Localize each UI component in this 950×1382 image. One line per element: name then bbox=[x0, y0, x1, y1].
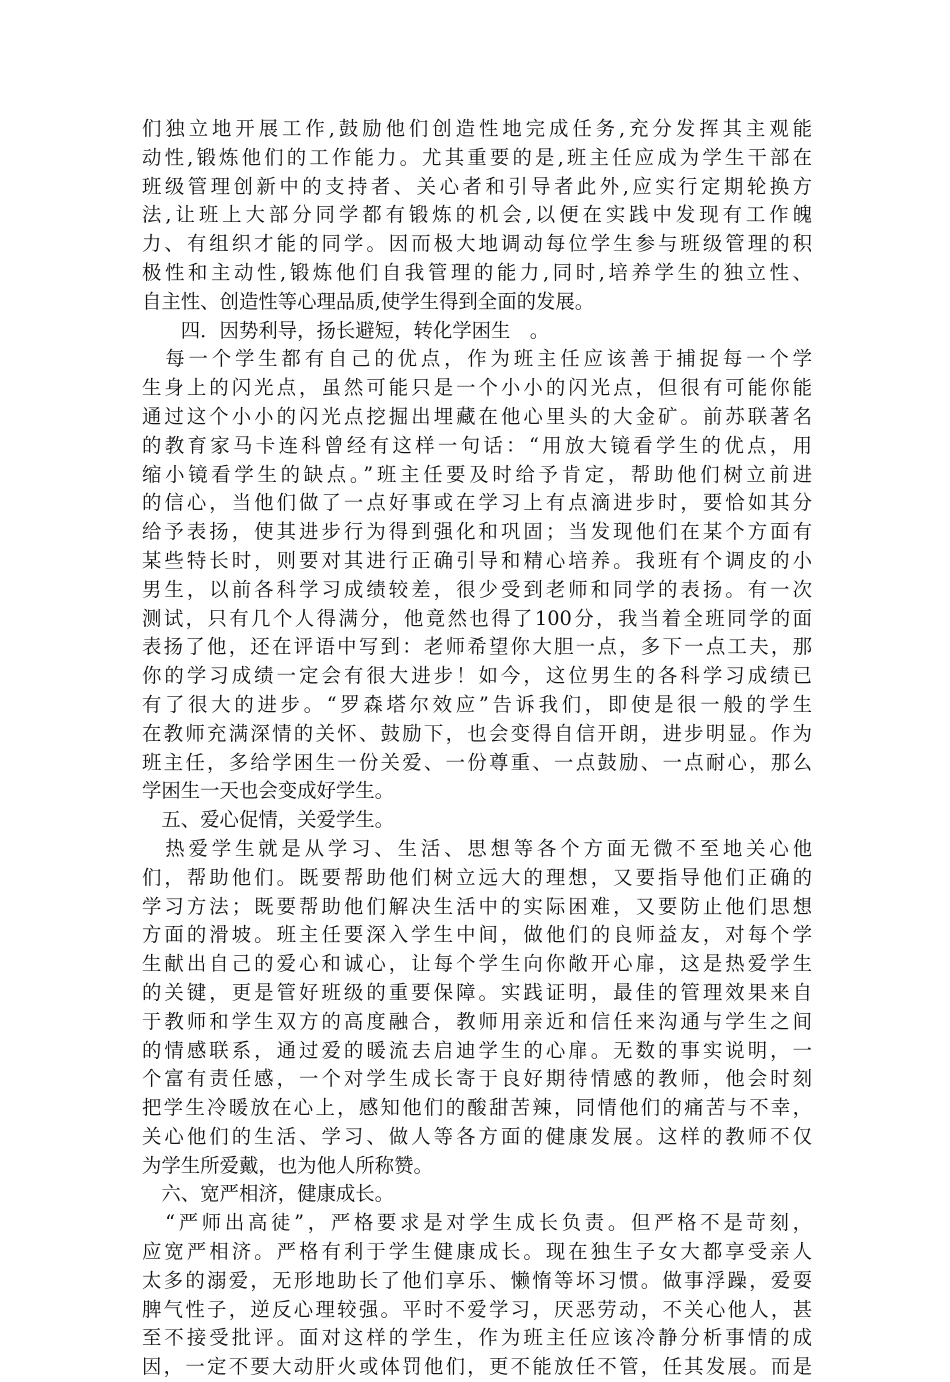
text-line: 表扬了他，还在评语中写到：老师希望你大胆一点，多下一点工夫，那 bbox=[142, 635, 812, 659]
text-line: 通过这个小小的闪光点挖掘出埋藏在他心里头的大金矿。前苏联著名 bbox=[142, 404, 812, 428]
text-line: 男生，以前各科学习成绩较差，很少受到老师和同学的表扬。有一次 bbox=[142, 577, 812, 601]
text-line: 应宽严相济。严格有利于学生健康成长。现在独生子女大都享受亲人 bbox=[142, 1240, 812, 1264]
text-line: 极性和主动性,锻炼他们自我管理的能力,同时,培养学生的独立性、 bbox=[142, 260, 812, 284]
text-line: 法,让班上大部分同学都有锻炼的机会,以便在实践中发现有工作魄 bbox=[142, 203, 812, 227]
text-line: 动性,锻炼他们的工作能力。尤其重要的是,班主任应成为学生干部在 bbox=[142, 145, 812, 169]
text-line: 你的学习成绩一定会有很大进步！如今，这位男生的各科学习成绩已 bbox=[142, 664, 812, 688]
text-line: 的教育家马卡连科曾经有这样一句话：“用放大镜看学生的优点，用 bbox=[142, 433, 812, 457]
section-heading-6: 六、宽严相济，健康成长。 bbox=[142, 1182, 395, 1206]
text-line: 班级管理创新中的支持者、关心者和引导者此外,应实行定期轮换方 bbox=[142, 174, 812, 198]
text-line: 们独立地开展工作,鼓励他们创造性地完成任务,充分发挥其主观能 bbox=[142, 117, 812, 140]
text-line: 自主性、创造性等心理品质,使学生得到全面的发展。 bbox=[142, 289, 595, 313]
text-line: 为学生所爱戴，也为他人所称赞。 bbox=[142, 1153, 433, 1177]
section-6-paragraph bbox=[142, 1209, 812, 1382]
text-line: 因，一定不要大动肝火或体罚他们，更不能放任不管，任其发展。而是 bbox=[142, 1355, 812, 1379]
text-line: 至不接受批评。面对这样的学生，作为班主任应该冷静分析事情的成 bbox=[142, 1326, 812, 1350]
text-line: 测试，只有几个人得满分，他竟然也得了100分，我当着全班同学的面 bbox=[142, 606, 812, 630]
text-line: 在教师充满深情的关怀、鼓励下，也会变得自信开朗，进步明显。作为 bbox=[142, 721, 812, 745]
intro-paragraph bbox=[142, 115, 812, 317]
section-4-paragraph bbox=[142, 345, 812, 806]
text-line: 方面的滑坡。班主任要深入学生中间，做他们的良师益友，对每个学 bbox=[142, 923, 812, 947]
section-5-paragraph bbox=[142, 835, 812, 1181]
text-line: 有了很大的进步。“罗森塔尔效应”告诉我们，即使是很一般的学生 bbox=[142, 692, 812, 716]
text-line: 的信心，当他们做了一点好事或在学习上有点滴进步时，要恰如其分 bbox=[142, 491, 812, 515]
text-line: 的关键，更是管好班级的重要保障。实践证明，最佳的管理效果来自 bbox=[142, 980, 812, 1004]
document-body bbox=[142, 115, 812, 1382]
text-line: 把学生冷暖放在心上，感知他们的酸甜苦辣，同情他们的痛苦与不幸， bbox=[142, 1096, 812, 1120]
text-line: 于教师和学生双方的高度融合，教师用亲近和信任来沟通与学生之间 bbox=[142, 1009, 812, 1033]
text-line: 脾气性子，逆反心理较强。平时不爱学习，厌恶劳动，不关心他人，甚 bbox=[142, 1297, 812, 1321]
text-line: 力、有组织才能的同学。因而极大地调动每位学生参与班级管理的积 bbox=[142, 232, 812, 256]
text-line: “严师出高徒”，严格要求是对学生成长负责。但严格不是苛刻， bbox=[142, 1211, 812, 1235]
text-line: 缩小镜看学生的缺点。”班主任要及时给予肯定，帮助他们树立前进 bbox=[142, 462, 812, 486]
text-line: 们，帮助他们。既要帮助他们树立远大的理想，又要指导他们正确的 bbox=[142, 865, 812, 889]
section-heading-4: 四．因势利导，扬长避短，转化学困生 。 bbox=[142, 318, 550, 342]
text-line: 太多的溺爱，无形地助长了他们享乐、懒惰等坏习惯。做事浮躁，爱耍 bbox=[142, 1268, 812, 1292]
text-line: 班主任，多给学困生一份关爱、一份尊重、一点鼓励、一点耐心，那么 bbox=[142, 750, 812, 774]
text-line: 个富有责任感，一个对学生成长寄于良好期待情感的教师，他会时刻 bbox=[142, 1067, 812, 1091]
text-line: 的情感联系，通过爱的暖流去启迪学生的心扉。无数的事实说明，一 bbox=[142, 1038, 812, 1062]
text-line: 生献出自己的爱心和诚心，让每个学生向你敞开心扉，这是热爱学生 bbox=[142, 952, 812, 976]
section-heading-5: 五、爱心促情，关爱学生。 bbox=[142, 808, 395, 832]
text-line: 每一个学生都有自己的优点，作为班主任应该善于捕捉每一个学 bbox=[142, 347, 812, 371]
text-line: 关心他们的生活、学习、做人等各方面的健康发展。这样的教师不仅 bbox=[142, 1124, 812, 1148]
text-line: 给予表扬，使其进步行为得到强化和巩固；当发现他们在某个方面有 bbox=[142, 520, 812, 544]
text-line: 热爱学生就是从学习、生活、思想等各个方面无微不至地关心他 bbox=[142, 836, 812, 860]
text-line: 学困生一天也会变成好学生。 bbox=[142, 779, 395, 803]
text-line: 某些特长时，则要对其进行正确引导和精心培养。我班有个调皮的小 bbox=[142, 548, 812, 572]
text-line: 学习方法；既要帮助他们解决生活中的实际困难，又要防止他们思想 bbox=[142, 894, 812, 918]
text-line: 生身上的闪光点，虽然可能只是一个小小的闪光点，但很有可能你能 bbox=[142, 376, 812, 400]
